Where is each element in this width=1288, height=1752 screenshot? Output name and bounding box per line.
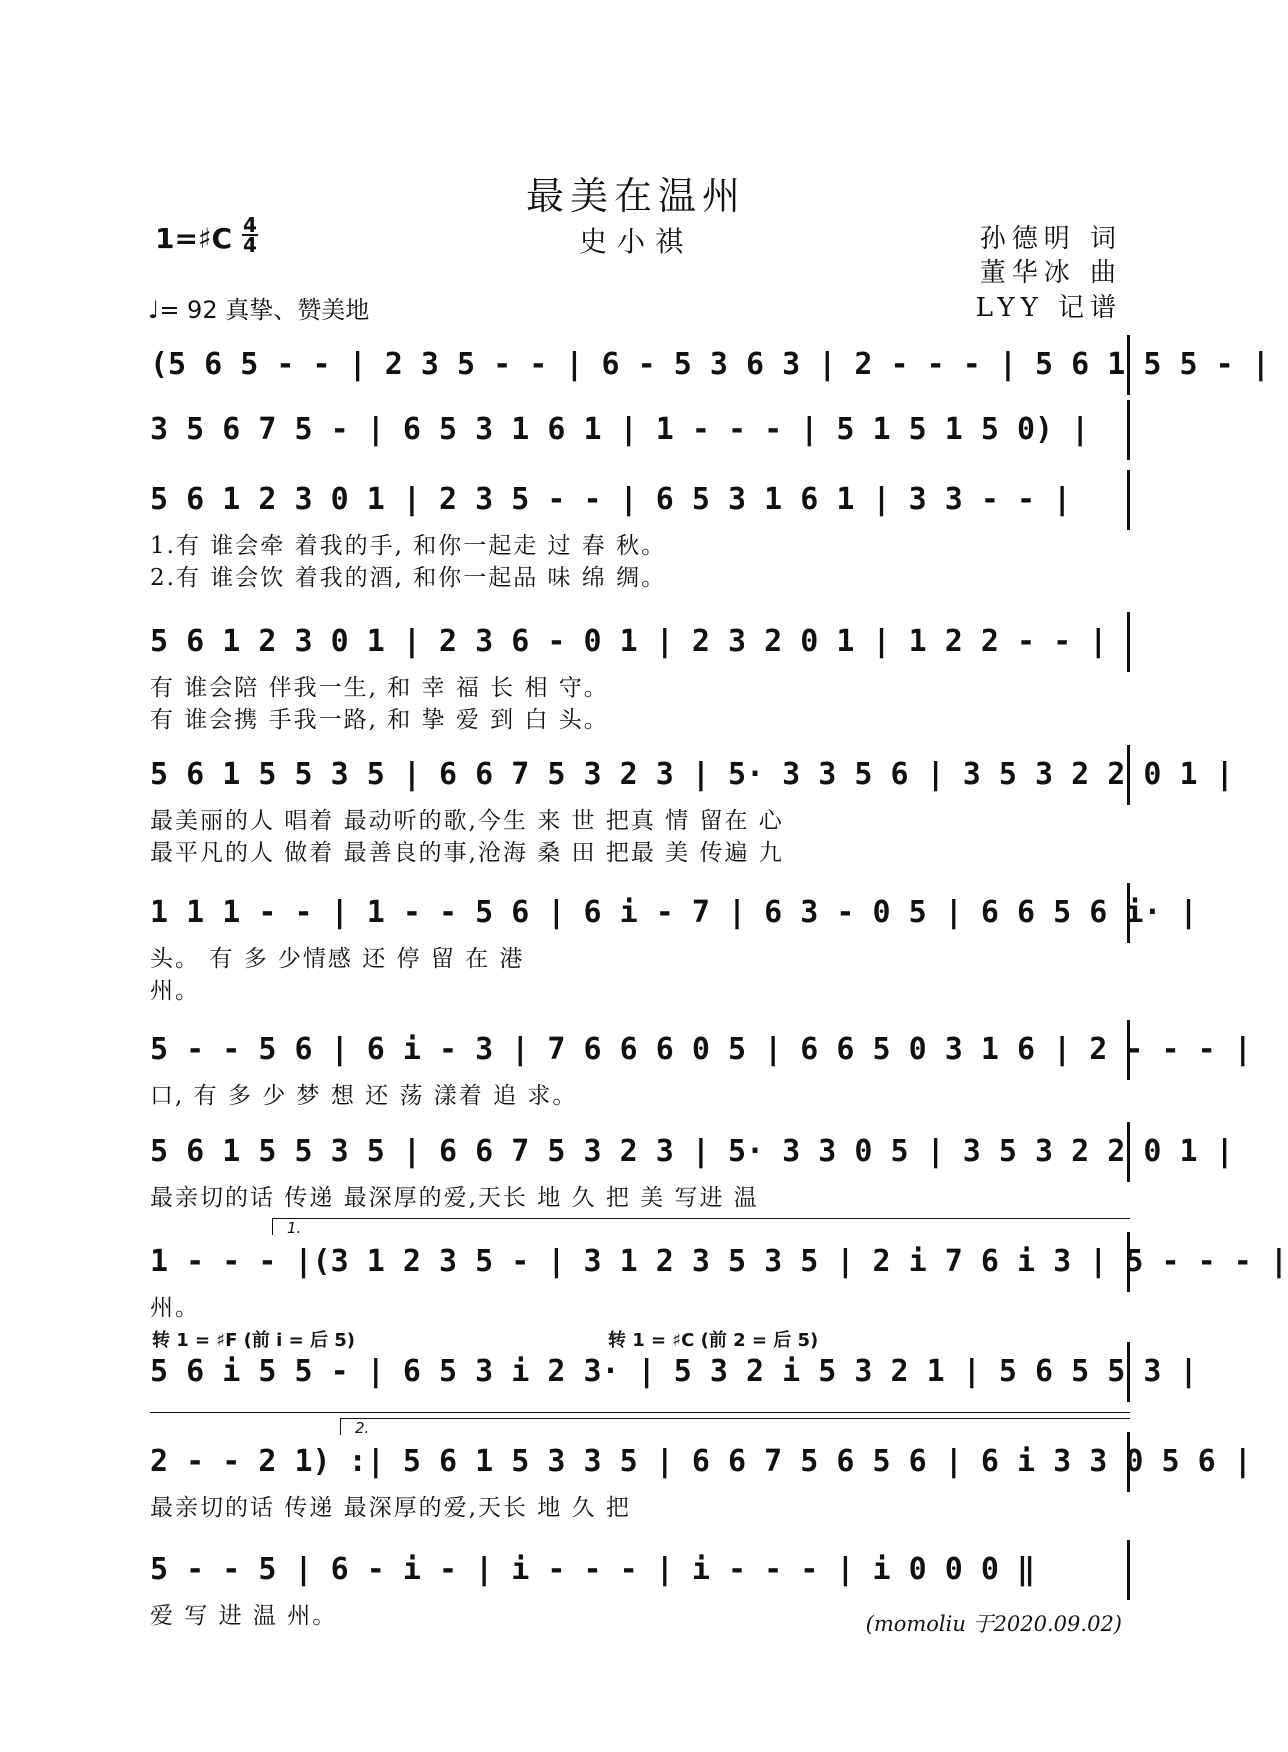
lyric-line: 有 谁会陪 伴我一生, 和 幸 福 长 相 守。 <box>150 675 609 701</box>
singer-name: 史小祺 <box>578 225 693 258</box>
notes-line: 5 6 i 5 5 - | 6 5 3 i 2 3· | 5 3 2 i 5 3 2 1 | 5 6 5 5 3 | <box>150 1342 1130 1402</box>
lyric-line: 2.有 谁会饮 着我的酒, 和你一起品 味 绵 绸。 <box>150 565 667 591</box>
score-system <box>150 612 1130 736</box>
lyric-line: 头。 有 多 少情感 还 停 留 在 港 <box>150 946 525 972</box>
lyric-line: 最平凡的人 做着 最善良的事,沧海 桑 田 把最 美 传遍 九 <box>150 840 784 866</box>
score-system <box>150 335 1270 395</box>
notes-line: (5 6 5 - - | 2 3 5 - - | 6 - 5 3 6 3 | 2 - - - | 5 6 1 5 5 - | <box>150 335 1130 395</box>
score-system <box>150 1122 1234 1214</box>
transcription-note: (momoliu 于2020.09.02) <box>865 1612 1122 1636</box>
lyric-line: 最亲切的话 传递 最深厚的爱,天长 地 久 把 美 写进 温 <box>150 1185 759 1211</box>
score-system <box>150 883 1198 1007</box>
tempo-marking: ♩= 92 真挚、赞美地 <box>148 296 370 324</box>
notes-line: 2 - - 2 1) :| 5 6 1 5 3 3 5 | 6 6 7 5 6 5 6 | 6 i 3 3 0 5 6 | <box>150 1432 1130 1492</box>
lyric-line: 州。 <box>150 978 200 1004</box>
lyric-line: 有 谁会携 手我一路, 和 挚 爱 到 白 头。 <box>150 707 609 733</box>
transcriber-credit: LYY 记谱 <box>975 293 1122 323</box>
notes-line: 5 6 1 5 5 3 5 | 6 6 7 5 3 2 3 | 5· 3 3 0 5 | 3 5 3 2 2 0 1 | <box>150 1122 1130 1182</box>
lyricist-credit: 孙德明 词 <box>979 224 1122 254</box>
key-signature: 1=♯C <box>155 222 233 255</box>
score-system <box>150 470 1130 594</box>
score-system <box>150 1232 1288 1324</box>
composer-credit: 董华冰 曲 <box>979 258 1122 288</box>
modulation-mark: 转 1 = ♯F (前 i = 后 5) <box>152 1330 355 1351</box>
notes-line: 5 - - 5 | 6 - i - | i - - - | i - - - | i 0 0 0 ‖ <box>150 1540 1130 1600</box>
volta-2: 2. <box>340 1418 1130 1435</box>
time-signature-bottom: 4 <box>243 233 257 257</box>
score-system <box>150 1020 1252 1112</box>
score-system <box>150 1432 1252 1524</box>
notes-line: 5 - - 5 6 | 6 i - 3 | 7 6 6 6 0 5 | 6 6 5 0 3 1 6 | 2 - - - | <box>150 1020 1130 1080</box>
lyric-line: 口, 有 多 少 梦 想 还 荡 漾着 追 求。 <box>150 1083 578 1109</box>
time-signature <box>242 213 258 257</box>
notes-line: 1 - - - |(3 1 2 3 5 - | 3 1 2 3 5 3 5 | 2 i 7 6 i 3 | 5 - - - | <box>150 1232 1130 1292</box>
score-system <box>150 1342 1198 1402</box>
lyric-line: 最亲切的话 传递 最深厚的爱,天长 地 久 把 <box>150 1495 631 1521</box>
staff-rule <box>150 1412 1130 1413</box>
score-system <box>150 745 1234 869</box>
notes-line: 1 1 1 - - | 1 - - 5 6 | 6 i - 7 | 6 3 - 0 5 | 6 6 5 6 i· | <box>150 883 1130 943</box>
lyric-line: 爱 写 进 温 州。 <box>150 1603 338 1629</box>
song-title: 最美在温州 <box>525 174 746 218</box>
notes-line: 5 6 1 2 3 0 1 | 2 3 5 - - | 6 5 3 1 6 1 | 3 3 - - | <box>150 470 1130 530</box>
lyric-line: 州。 <box>150 1295 200 1321</box>
score-system <box>150 400 1130 460</box>
lyric-line: 1.有 谁会牵 着我的手, 和你一起走 过 春 秋。 <box>150 533 667 559</box>
time-signature-top: 4 <box>243 213 257 237</box>
notes-line: 3 5 6 7 5 - | 6 5 3 1 6 1 | 1 - - - | 5 1 5 1 5 0) | <box>150 400 1130 460</box>
notes-line: 5 6 1 5 5 3 5 | 6 6 7 5 3 2 3 | 5· 3 3 5 6 | 3 5 3 2 2 0 1 | <box>150 745 1130 805</box>
lyric-line: 最美丽的人 唱着 最动听的歌,今生 来 世 把真 情 留在 心 <box>150 808 784 834</box>
modulation-mark: 转 1 = ♯C (前 2 = 后 5) <box>608 1330 819 1351</box>
notes-line: 5 6 1 2 3 0 1 | 2 3 6 - 0 1 | 2 3 2 0 1 | 1 2 2 - - | <box>150 612 1130 672</box>
volta-1: 1. <box>272 1218 1130 1235</box>
